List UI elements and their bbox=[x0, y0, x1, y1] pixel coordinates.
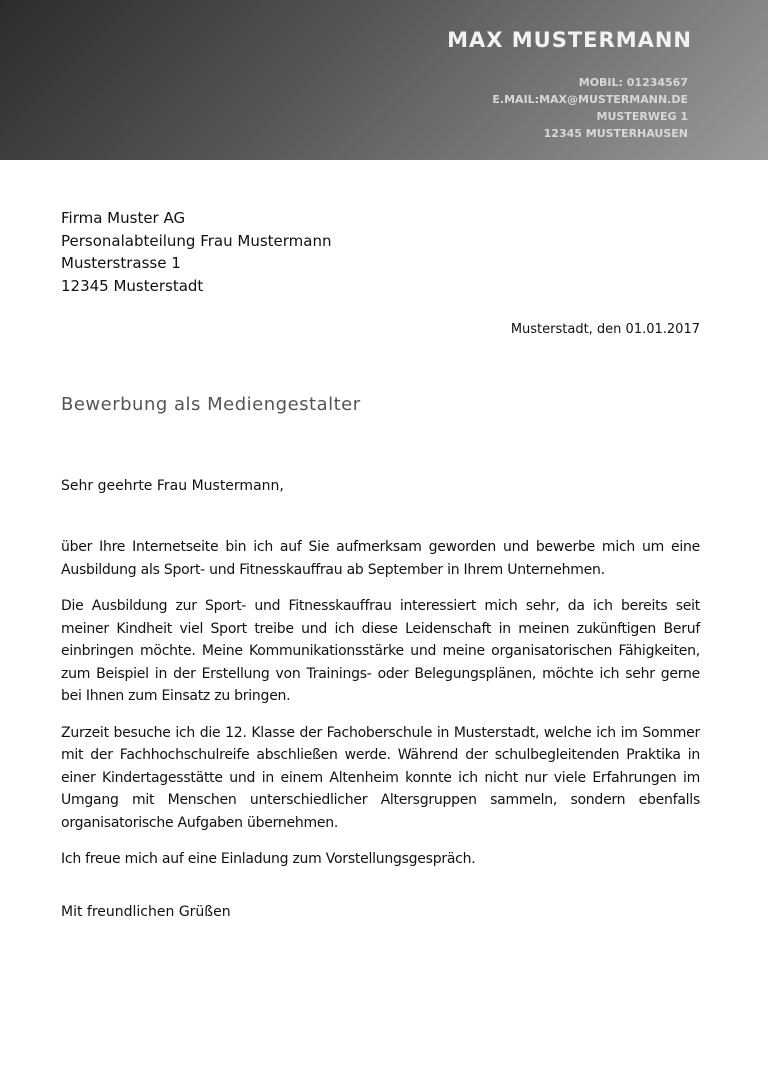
sender-street: MUSTERWEG 1 bbox=[596, 110, 688, 123]
recipient-company: Firma Muster AG bbox=[61, 209, 186, 227]
body-paragraph: Zurzeit besuche ich die 12. Klasse der Fachoberschule in Musterstadt, welche ich im Sommer mit der Fachhochschulreife abschließen werde. Während der schulbegleitenden Praktika in einer Kindertagesstätte und in einem Altenheim konnte ich nicht nur viele Erfahrungen im Umgang mit Menschen unterschiedlicher Altersgruppen sammeln, sondern ebenfalls organisatorische Aufgaben übernehmen. bbox=[61, 724, 700, 831]
recipient-department: Personalabteilung Frau Mustermann bbox=[61, 231, 332, 250]
sender-city: 12345 MUSTERHAUSEN bbox=[543, 127, 688, 140]
letter-salutation: Sehr geehrte Frau Mustermann, bbox=[61, 478, 284, 494]
body-paragraph: über Ihre Internetseite bin ich auf Sie aufmerksam geworden und bewerbe mich um eine Ausbildung als Sport- und Fitnesskauffrau ab September in Ihrem Unternehmen. bbox=[61, 539, 700, 578]
letter-body bbox=[61, 536, 700, 885]
body-paragraph: Die Ausbildung zur Sport- und Fitnesskauffrau interessiert mich sehr, da ich bereits seit meiner Kindheit viel Sport treibe und ich diese Leidenschaft in meinen zukünftigen Beruf einbringen möchte. Meine Kommunikationsstärke und meine organisatorischen Fähigkeiten, zum Beispiel in der Erstellung von Trainings- oder Belegungsplänen, möchte ich sehr gerne bei Ihnen zum Einsatz zu bringen. bbox=[61, 598, 700, 704]
letterhead-banner bbox=[0, 0, 768, 160]
sender-contact-block bbox=[492, 74, 688, 142]
letter-subject: Bewerbung als Mediengestalter bbox=[61, 394, 361, 415]
recipient-address bbox=[61, 207, 332, 297]
recipient-city: 12345 Musterstadt bbox=[61, 276, 204, 295]
sender-name: MAX MUSTERMANN bbox=[447, 28, 692, 52]
sender-phone: MOBIL: 01234567 bbox=[578, 76, 688, 89]
body-paragraph: Ich freue mich auf eine Einladung zum Vorstellungsgespräch. bbox=[61, 851, 476, 867]
sender-email: E.MAIL:MAX@MUSTERMANN.DE bbox=[492, 93, 688, 106]
recipient-street: Musterstrasse 1 bbox=[61, 254, 181, 272]
letter-date: Musterstadt, den 01.01.2017 bbox=[510, 322, 700, 337]
letter-closing: Mit freundlichen Grüßen bbox=[61, 904, 231, 920]
